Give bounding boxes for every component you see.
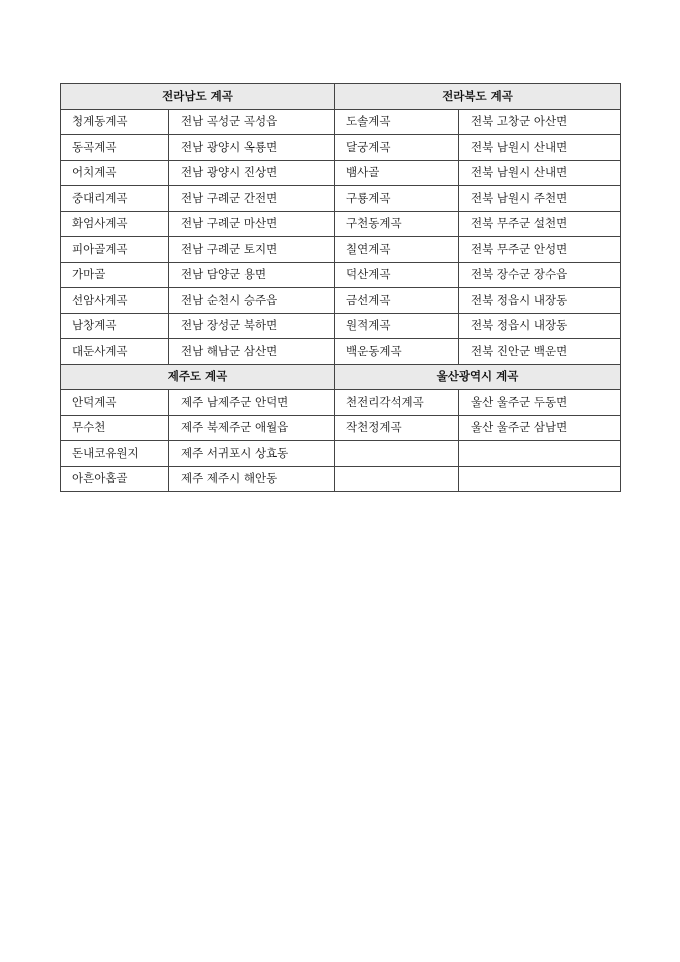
valley-address-cell: 전남 광양시 옥룡면: [169, 135, 335, 161]
valley-address-cell: 전남 곡성군 곡성읍: [169, 109, 335, 135]
valley-address-cell: 울산 울주군 삼남면: [459, 415, 621, 441]
valley-name-cell: 돈내코유원지: [61, 441, 169, 467]
valley-address-cell: 전남 순천시 승주읍: [169, 288, 335, 314]
valley-name-cell: 피아골계곡: [61, 237, 169, 263]
valley-address-cell: 전남 담양군 용면: [169, 262, 335, 288]
table-row: [61, 262, 621, 288]
valley-address-cell: 전북 장수군 장수읍: [459, 262, 621, 288]
valley-address-cell: 전북 남원시 산내면: [459, 135, 621, 161]
valley-name-cell: 동곡계곡: [61, 135, 169, 161]
valley-name-cell: 도솔계곡: [335, 109, 459, 135]
table-row: [61, 237, 621, 263]
valley-address-cell: 전남 구례군 토지면: [169, 237, 335, 263]
valley-table: [60, 83, 621, 492]
table-row: [61, 415, 621, 441]
valley-name-cell: 구천동계곡: [335, 211, 459, 237]
valley-name-cell: 구룡계곡: [335, 186, 459, 212]
valley-address-cell: 제주 남제주군 안덕면: [169, 390, 335, 416]
valley-name-cell: 화엄사계곡: [61, 211, 169, 237]
valley-name-cell: [335, 441, 459, 467]
valley-name-cell: 중대리계곡: [61, 186, 169, 212]
valley-address-cell: 전남 해남군 삼산면: [169, 339, 335, 365]
valley-name-cell: [335, 466, 459, 492]
valley-address-cell: [459, 466, 621, 492]
valley-name-cell: 칠연계곡: [335, 237, 459, 263]
valley-address-cell: 전남 장성군 북하면: [169, 313, 335, 339]
table-row: [61, 135, 621, 161]
valley-address-cell: 전북 정읍시 내장동: [459, 313, 621, 339]
section-header-row: [61, 364, 621, 390]
valley-name-cell: 선암사계곡: [61, 288, 169, 314]
table-row: [61, 390, 621, 416]
table-row: [61, 186, 621, 212]
valley-address-cell: 전북 무주군 안성면: [459, 237, 621, 263]
valley-name-cell: 청계동계곡: [61, 109, 169, 135]
table-row: [61, 313, 621, 339]
table-row: [61, 211, 621, 237]
valley-address-cell: 전북 무주군 설천면: [459, 211, 621, 237]
valley-name-cell: 안덕계곡: [61, 390, 169, 416]
valley-name-cell: 대둔사계곡: [61, 339, 169, 365]
valley-address-cell: 전남 광양시 진상면: [169, 160, 335, 186]
valley-address-cell: 전북 정읍시 내장동: [459, 288, 621, 314]
valley-name-cell: 천전리각석계곡: [335, 390, 459, 416]
valley-address-cell: 제주 북제주군 애월읍: [169, 415, 335, 441]
valley-list-sheet: [60, 83, 620, 492]
region-header-left: 제주도 계곡: [61, 364, 335, 390]
valley-name-cell: 남창계곡: [61, 313, 169, 339]
valley-address-cell: 울산 울주군 두동면: [459, 390, 621, 416]
valley-name-cell: 백운동계곡: [335, 339, 459, 365]
region-header-left: 전라남도 계곡: [61, 84, 335, 110]
valley-address-cell: 전북 진안군 백운면: [459, 339, 621, 365]
section-header-row: [61, 84, 621, 110]
valley-name-cell: 가마골: [61, 262, 169, 288]
valley-name-cell: 달궁계곡: [335, 135, 459, 161]
table-row: [61, 288, 621, 314]
valley-table-body: [61, 84, 621, 492]
valley-address-cell: 제주 제주시 해안동: [169, 466, 335, 492]
valley-address-cell: 제주 서귀포시 상효동: [169, 441, 335, 467]
valley-name-cell: 작천정계곡: [335, 415, 459, 441]
valley-name-cell: 아흔아홉골: [61, 466, 169, 492]
valley-address-cell: 전남 구례군 간전면: [169, 186, 335, 212]
region-header-right: 울산광역시 계곡: [335, 364, 621, 390]
valley-name-cell: 어치계곡: [61, 160, 169, 186]
table-row: [61, 441, 621, 467]
valley-address-cell: [459, 441, 621, 467]
table-row: [61, 160, 621, 186]
valley-name-cell: 뱀사골: [335, 160, 459, 186]
valley-name-cell: 덕산계곡: [335, 262, 459, 288]
table-row: [61, 339, 621, 365]
table-row: [61, 466, 621, 492]
valley-name-cell: 무수천: [61, 415, 169, 441]
valley-address-cell: 전남 구례군 마산면: [169, 211, 335, 237]
valley-address-cell: 전북 남원시 산내면: [459, 160, 621, 186]
valley-name-cell: 원적계곡: [335, 313, 459, 339]
table-row: [61, 109, 621, 135]
valley-address-cell: 전북 남원시 주천면: [459, 186, 621, 212]
region-header-right: 전라북도 계곡: [335, 84, 621, 110]
valley-name-cell: 금선계곡: [335, 288, 459, 314]
valley-address-cell: 전북 고창군 아산면: [459, 109, 621, 135]
